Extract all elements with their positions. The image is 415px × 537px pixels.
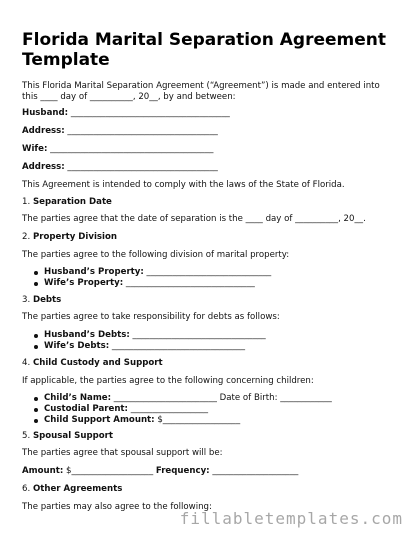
child-support-blank[interactable]: $__________________ — [154, 415, 241, 425]
section-3-number: 3. — [22, 295, 33, 305]
amount-label: Amount: — [22, 466, 64, 476]
site-watermark: fillabletemplates.com — [179, 509, 403, 528]
section-4-list — [32, 393, 332, 426]
address-field-1 — [22, 126, 218, 136]
list-item — [32, 341, 266, 352]
title-line-2: Template — [22, 50, 110, 70]
wife-debts-blank[interactable]: _______________________________ — [109, 341, 246, 351]
husband-blank[interactable]: _____________________________________ — [68, 108, 230, 118]
wife-debts-label: Wife’s Debts: — [44, 341, 110, 351]
section-2-list — [32, 267, 271, 289]
page-title — [22, 30, 402, 70]
list-item — [32, 278, 271, 289]
address-blank-2[interactable]: ___________________________________ — [64, 162, 218, 172]
husband-field — [22, 108, 230, 118]
section-6-title: Other Agreements — [32, 484, 123, 494]
section-4-title: Child Custody and Support — [32, 358, 163, 368]
section-3-heading — [22, 295, 61, 305]
section-2-number: 2. — [22, 232, 33, 242]
wife-property-label: Wife’s Property: — [44, 278, 124, 288]
section-1-title: Separation Date — [32, 197, 112, 207]
husband-label: Husband: — [22, 108, 69, 118]
child-name-blank[interactable]: ________________________ Date of Birth: ____________ — [111, 393, 332, 403]
address-label-1: Address: — [22, 126, 65, 136]
address-field-2 — [22, 162, 218, 172]
child-name-label: Child’s Name: — [44, 393, 112, 403]
title-line-1: Florida Marital Separation Agreement — [22, 30, 386, 50]
section-5-title: Spousal Support — [32, 431, 114, 441]
intro-paragraph: This Florida Marital Separation Agreement (“Agreement”) is made and entered into this ____ day of __________, 20__, by and between: — [22, 81, 380, 102]
frequency-blank[interactable]: ____________________ — [209, 466, 299, 476]
section-2-text: The parties agree to the following division of marital property: — [22, 250, 290, 260]
section-3-list — [32, 330, 266, 352]
section-6-heading — [22, 484, 122, 494]
section-1-heading — [22, 197, 112, 207]
section-2-title: Property Division — [32, 232, 118, 242]
list-item — [32, 415, 332, 426]
section-4-number: 4. — [22, 358, 33, 368]
spousal-support-fields — [22, 466, 298, 476]
comply-paragraph: This Agreement is intended to comply with the laws of the State of Florida. — [22, 180, 345, 190]
section-1-text: The parties agree that the date of separation is the ____ day of __________, 20__. — [22, 214, 366, 224]
section-2-heading — [22, 232, 117, 242]
husband-debts-label: Husband’s Debts: — [44, 330, 130, 340]
husband-property-label: Husband’s Property: — [44, 267, 144, 277]
section-6-text: The parties may also agree to the following: — [22, 502, 212, 512]
amount-blank[interactable]: $___________________ — [63, 466, 156, 476]
wife-label: Wife: — [22, 144, 48, 154]
section-3-text: The parties agree to take responsibility for debts as follows: — [22, 312, 280, 322]
address-blank-1[interactable]: ___________________________________ — [64, 126, 218, 136]
custodial-parent-blank[interactable]: __________________ — [127, 404, 209, 414]
section-5-heading — [22, 431, 113, 441]
child-support-label: Child Support Amount: — [44, 415, 155, 425]
list-item — [32, 393, 332, 404]
document-page — [22, 30, 402, 512]
section-6-number: 6. — [22, 484, 33, 494]
husband-debts-blank[interactable]: _______________________________ — [129, 330, 266, 340]
section-4-heading — [22, 358, 163, 368]
frequency-label: Frequency: — [155, 466, 210, 476]
list-item — [32, 267, 271, 278]
wife-property-blank[interactable]: ______________________________ — [123, 278, 255, 288]
list-item — [32, 404, 332, 415]
section-1-number: 1. — [22, 197, 33, 207]
section-4-text: If applicable, the parties agree to the following concerning children: — [22, 376, 314, 386]
wife-field — [22, 144, 213, 154]
husband-property-blank[interactable]: _____________________________ — [143, 267, 272, 277]
custodial-parent-label: Custodial Parent: — [44, 404, 128, 414]
section-5-text: The parties agree that spousal support will be: — [22, 448, 223, 458]
list-item — [32, 330, 266, 341]
address-label-2: Address: — [22, 162, 65, 172]
section-3-title: Debts — [32, 295, 62, 305]
wife-blank[interactable]: ______________________________________ — [47, 144, 214, 154]
section-5-number: 5. — [22, 431, 33, 441]
